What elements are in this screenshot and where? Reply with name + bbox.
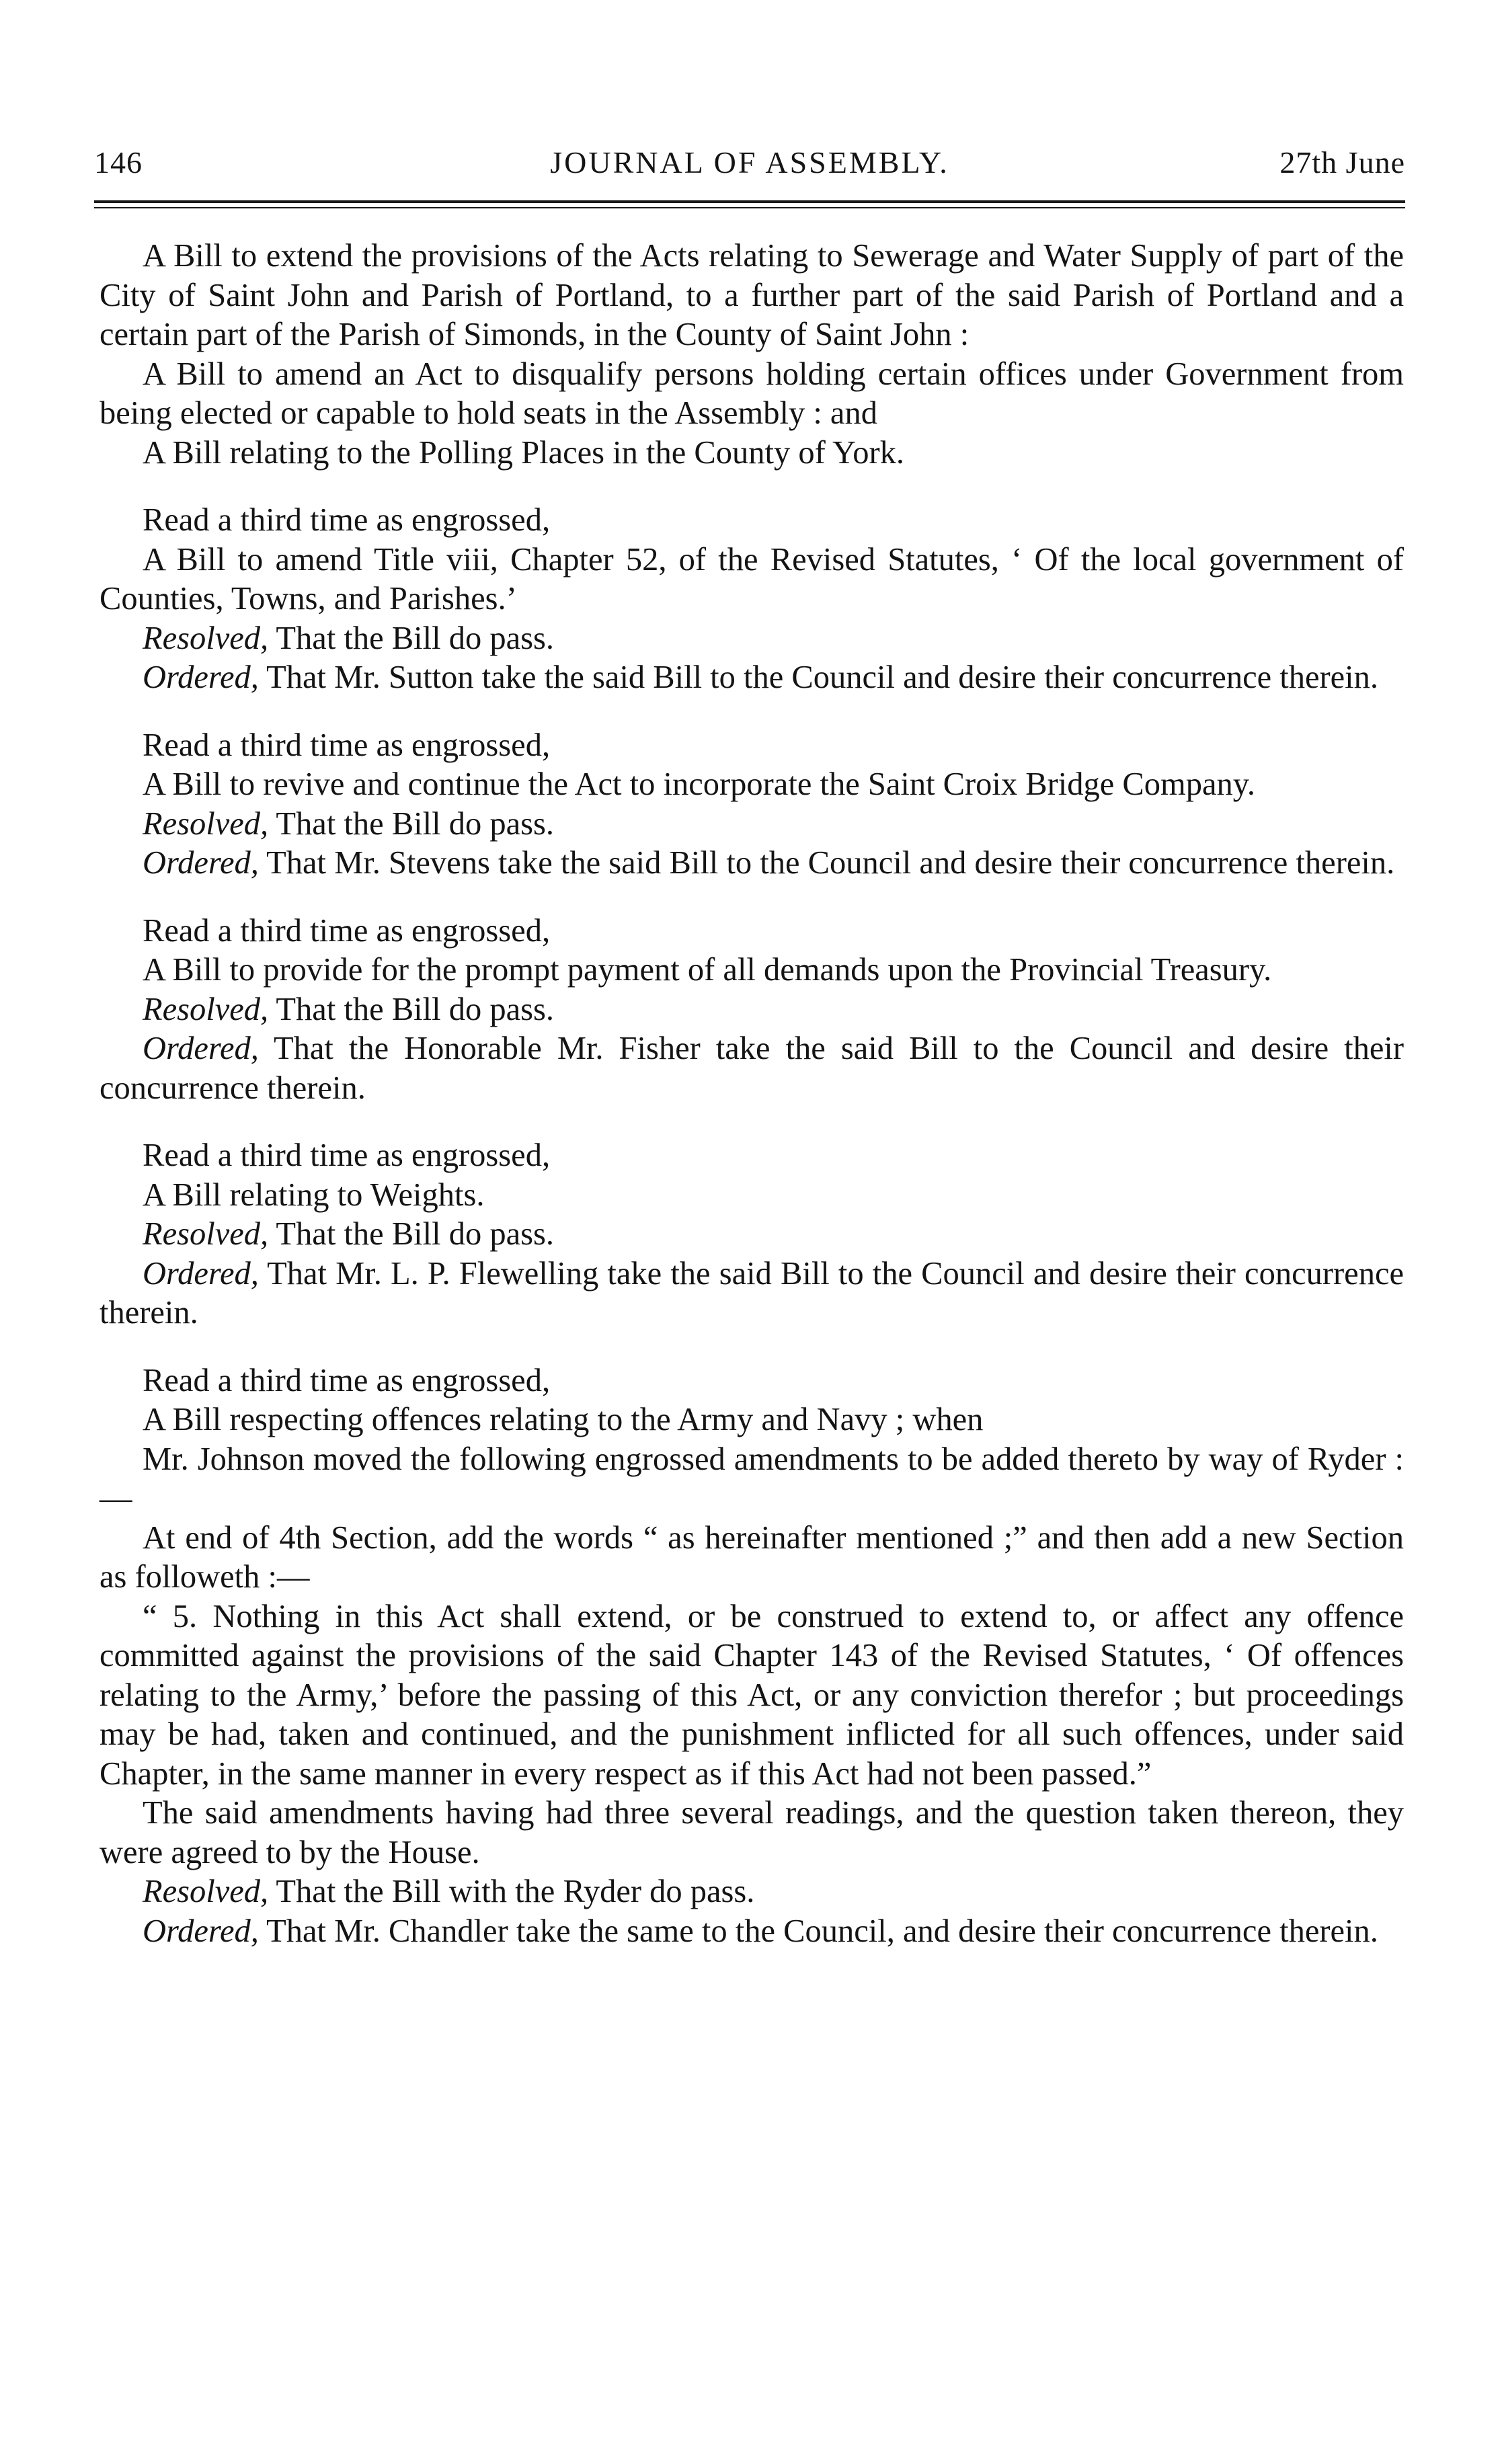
ordered-label: Ordered, (143, 660, 259, 695)
ordered-label: Ordered, (143, 1913, 259, 1949)
order: Ordered, That Mr. Chandler take the same to the Council, and desire their concurrence therein. (143, 1913, 1378, 1949)
reading-line: Read a third time as engrossed, (143, 1362, 551, 1398)
bill-entry: A Bill to extend the provisions of the Acts relating to Sewerage and Water Supply of part of the City of Saint John and Parish of Portland, to a further part of the said Parish of Portland and a certain part of the Parish of Simonds, in the County of Saint John : (100, 238, 1404, 352)
reading-line: Read a third time as engrossed, (143, 1138, 551, 1173)
bill-entry: A Bill to revive and continue the Act to incorporate the Saint Croix Bridge Company. (143, 766, 1255, 802)
resolution: Resolved, That the Bill do pass. (143, 991, 554, 1027)
reading-line: Read a third time as engrossed, (143, 502, 551, 538)
bill-entry: A Bill to amend Title viii, Chapter 52, of the Revised Statutes, ‘ Of the local government of Counties, Towns, and Parishes.’ (100, 541, 1404, 617)
journal-title: JOURNAL OF ASSEMBLY. (550, 145, 949, 180)
resolved-label: Resolved, (143, 991, 269, 1027)
reading-line: Read a third time as engrossed, (143, 912, 551, 949)
bill-entry: A Bill respecting offences relating to the Army and Navy ; when (143, 1402, 984, 1437)
resolution: Resolved, That the Bill do pass. (143, 1216, 554, 1252)
header-rule (94, 200, 1405, 203)
resolved-label: Resolved, (143, 1874, 269, 1909)
amendment-quote: “ 5. Nothing in this Act shall extend, or be construed to extend to, or affect any offence committed against the provisions of the said Chapter 143 of the Revised Statutes, ‘ Of offences relating to the Army,’ before the passing of this Act, or any conviction therefor ; but proceedings may be had, taken and continued, and the punishment inflicted for all such offences, under said Chapter, in the same manner in every respect as if this Act had not been passed.” (100, 1598, 1404, 1792)
resolution: Resolved, That the Bill do pass. (143, 620, 554, 656)
resolved-label: Resolved, (143, 620, 269, 656)
motion: Mr. Johnson moved the following engrossed amendments to be added thereto by way of Ryder :— (100, 1441, 1404, 1516)
journal-body (100, 237, 1404, 1951)
reading-line: Read a third time as engrossed, (143, 727, 551, 763)
ordered-label: Ordered, (143, 1031, 259, 1066)
bill-entry: A Bill relating to the Polling Places in the County of York. (143, 434, 905, 471)
resolution: Resolved, That the Bill do pass. (143, 805, 554, 842)
bill-entry: A Bill relating to Weights. (143, 1177, 485, 1213)
ordered-label: Ordered, (143, 1255, 259, 1291)
amendment: At end of 4th Section, add the words “ as hereinafter mentioned ;” and then add a new Section as followeth :— (100, 1519, 1404, 1595)
running-head (94, 145, 1405, 192)
resolved-label: Resolved, (143, 805, 269, 842)
order: Ordered, That the Honorable Mr. Fisher take the said Bill to the Council and desire their concurrence therein. (100, 1031, 1404, 1106)
order: Ordered, That Mr. L. P. Flewelling take the said Bill to the Council and desire their concurrence therein. (100, 1255, 1404, 1330)
order: Ordered, That Mr. Sutton take the said Bill to the Council and desire their concurrence therein. (143, 660, 1379, 695)
running-head-date: 27th June (1279, 145, 1405, 180)
resolved-label: Resolved, (143, 1216, 269, 1252)
ordered-label: Ordered, (143, 845, 259, 881)
bill-entry: A Bill to provide for the prompt payment of all demands upon the Provincial Treasury. (143, 952, 1272, 988)
header-rule-thin (94, 207, 1405, 208)
bill-entry: A Bill to amend an Act to disqualify persons holding certain offices under Government from being elected or capable to hold seats in the Assembly : and (100, 356, 1404, 431)
amendment-result: The said amendments having had three several readings, and the question taken thereon, they were agreed to by the House. (100, 1795, 1404, 1870)
order: Ordered, That Mr. Stevens take the said Bill to the Council and desire their concurrence therein. (143, 845, 1395, 881)
page-number: 146 (94, 145, 143, 180)
resolution: Resolved, That the Bill with the Ryder do pass. (143, 1874, 755, 1909)
